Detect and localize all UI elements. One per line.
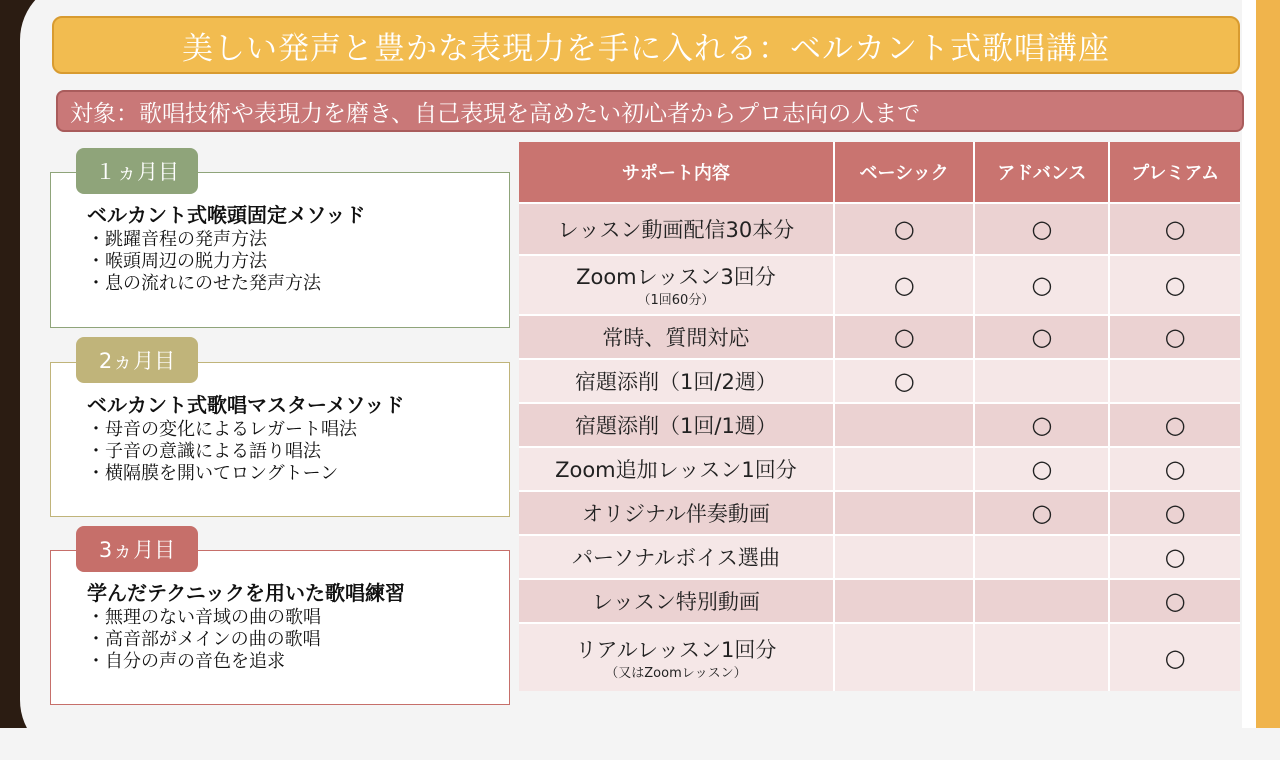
month-2-item: ・横隔膜を開いてロングトーン [87, 463, 339, 484]
support-item-cell [519, 203, 834, 255]
circle-mark-icon: ○ [1031, 455, 1053, 483]
support-item-cell [519, 535, 834, 579]
support-item-note: （又はZoomレッスン） [605, 665, 747, 681]
circle-mark-icon: ○ [1031, 499, 1053, 527]
support-item-cell [519, 315, 834, 359]
month-2-box [50, 362, 510, 517]
circle-mark-icon: ○ [1164, 323, 1186, 351]
advance-cell [974, 255, 1109, 315]
header-premium: プレミアム [1109, 142, 1240, 203]
month-2-method-title: ベルカント式歌唱マスターメソッド [87, 393, 405, 417]
support-item-cell [519, 491, 834, 535]
support-item-label: 宿題添削（1回/2週） [575, 370, 777, 394]
support-item-label: 宿題添削（1回/1週） [575, 414, 777, 438]
premium-cell [1109, 491, 1240, 535]
month-1-item: ・息の流れにのせた発声方法 [87, 273, 321, 294]
support-item-cell [519, 359, 834, 403]
premium-cell [1109, 203, 1240, 255]
month-1-box [50, 172, 510, 328]
support-item-label: オリジナル伴奏動画 [581, 502, 770, 526]
advance-cell [974, 491, 1109, 535]
table-row [519, 491, 1240, 535]
month-3-box [50, 550, 510, 705]
support-item-cell [519, 255, 834, 315]
table-header-row [519, 142, 1240, 203]
basic-cell [834, 535, 975, 579]
support-item-cell [519, 623, 834, 691]
support-item-label: リアルレッスン1回分 [575, 637, 777, 662]
basic-cell [834, 203, 975, 255]
circle-mark-icon: ○ [1031, 215, 1053, 243]
table-row [519, 447, 1240, 491]
circle-mark-icon: ○ [1164, 455, 1186, 483]
premium-cell [1109, 315, 1240, 359]
right-decor-band [1256, 0, 1280, 728]
support-item-label: 常時、質問対応 [602, 326, 750, 350]
month-1-method-title: ベルカント式喉頭固定メソッド [87, 203, 366, 227]
month-3-method-title: 学んだテクニックを用いた歌唱練習 [87, 581, 405, 605]
support-item-cell [519, 447, 834, 491]
basic-cell [834, 491, 975, 535]
basic-cell [834, 623, 975, 691]
page-title: 美しい発声と豊かな表現力を手に入れる：ベルカント式歌唱講座 [52, 16, 1240, 74]
header-basic: ベーシック [834, 142, 975, 203]
month-3-tab: 3ヵ月目 [76, 526, 198, 572]
basic-cell [834, 403, 975, 447]
table-body [519, 203, 1240, 691]
advance-cell [974, 403, 1109, 447]
advance-cell [974, 359, 1109, 403]
premium-cell [1109, 403, 1240, 447]
month-3-item: ・高音部がメインの曲の歌唱 [87, 629, 321, 650]
plan-comparison-table [519, 142, 1240, 691]
circle-mark-icon: ○ [1164, 271, 1186, 299]
advance-cell [974, 623, 1109, 691]
circle-mark-icon: ○ [1164, 587, 1186, 615]
basic-cell [834, 579, 975, 623]
support-item-note: （1回60分） [637, 293, 715, 308]
header-support: サポート内容 [519, 142, 834, 203]
right-decor-strip [1242, 0, 1256, 728]
circle-mark-icon: ○ [1164, 215, 1186, 243]
premium-cell [1109, 255, 1240, 315]
support-item-cell [519, 403, 834, 447]
circle-mark-icon: ○ [1164, 411, 1186, 439]
table-row [519, 535, 1240, 579]
header-advance: アドバンス [974, 142, 1109, 203]
circle-mark-icon: ○ [1031, 271, 1053, 299]
advance-cell [974, 203, 1109, 255]
basic-cell [834, 447, 975, 491]
advance-cell [974, 447, 1109, 491]
month-2-item: ・母音の変化によるレガート唱法 [87, 419, 357, 440]
circle-mark-icon: ○ [1164, 643, 1186, 672]
advance-cell [974, 579, 1109, 623]
month-3-item: ・無理のない音域の曲の歌唱 [87, 607, 321, 628]
table-row [519, 403, 1240, 447]
table-row [519, 203, 1240, 255]
month-1-tab: １ヵ月目 [76, 148, 198, 194]
circle-mark-icon: ○ [1164, 543, 1186, 571]
month-2-tab: 2ヵ月目 [76, 337, 198, 383]
table-row [519, 359, 1240, 403]
support-item-label: パーソナルボイス選曲 [571, 546, 780, 570]
support-item-cell [519, 579, 834, 623]
basic-cell [834, 315, 975, 359]
advance-cell [974, 315, 1109, 359]
month-1-item: ・喉頭周辺の脱力方法 [87, 251, 267, 272]
premium-cell [1109, 535, 1240, 579]
premium-cell [1109, 623, 1240, 691]
advance-cell [974, 535, 1109, 579]
circle-mark-icon: ○ [1031, 411, 1053, 439]
table-row [519, 255, 1240, 315]
premium-cell [1109, 447, 1240, 491]
target-audience: 対象：歌唱技術や表現力を磨き、自己表現を高めたい初心者からプロ志向の人まで [56, 90, 1244, 132]
circle-mark-icon: ○ [893, 323, 915, 351]
basic-cell [834, 359, 975, 403]
basic-cell [834, 255, 975, 315]
support-item-label: レッスン特別動画 [592, 590, 760, 614]
circle-mark-icon: ○ [893, 367, 915, 395]
table-row [519, 315, 1240, 359]
support-item-label: Zoomレッスン3回分 [576, 265, 776, 289]
table-row [519, 579, 1240, 623]
month-3-item: ・自分の声の音色を追求 [87, 651, 285, 672]
premium-cell [1109, 579, 1240, 623]
circle-mark-icon: ○ [893, 215, 915, 243]
premium-cell [1109, 359, 1240, 403]
circle-mark-icon: ○ [1164, 499, 1186, 527]
table-row [519, 623, 1240, 691]
circle-mark-icon: ○ [1031, 323, 1053, 351]
month-1-item: ・跳躍音程の発声方法 [87, 229, 267, 250]
circle-mark-icon: ○ [893, 271, 915, 299]
support-item-label: レッスン動画配信30本分 [557, 218, 795, 242]
support-item-label: Zoom追加レッスン1回分 [555, 458, 797, 482]
month-2-item: ・子音の意識による語り唱法 [87, 441, 321, 462]
